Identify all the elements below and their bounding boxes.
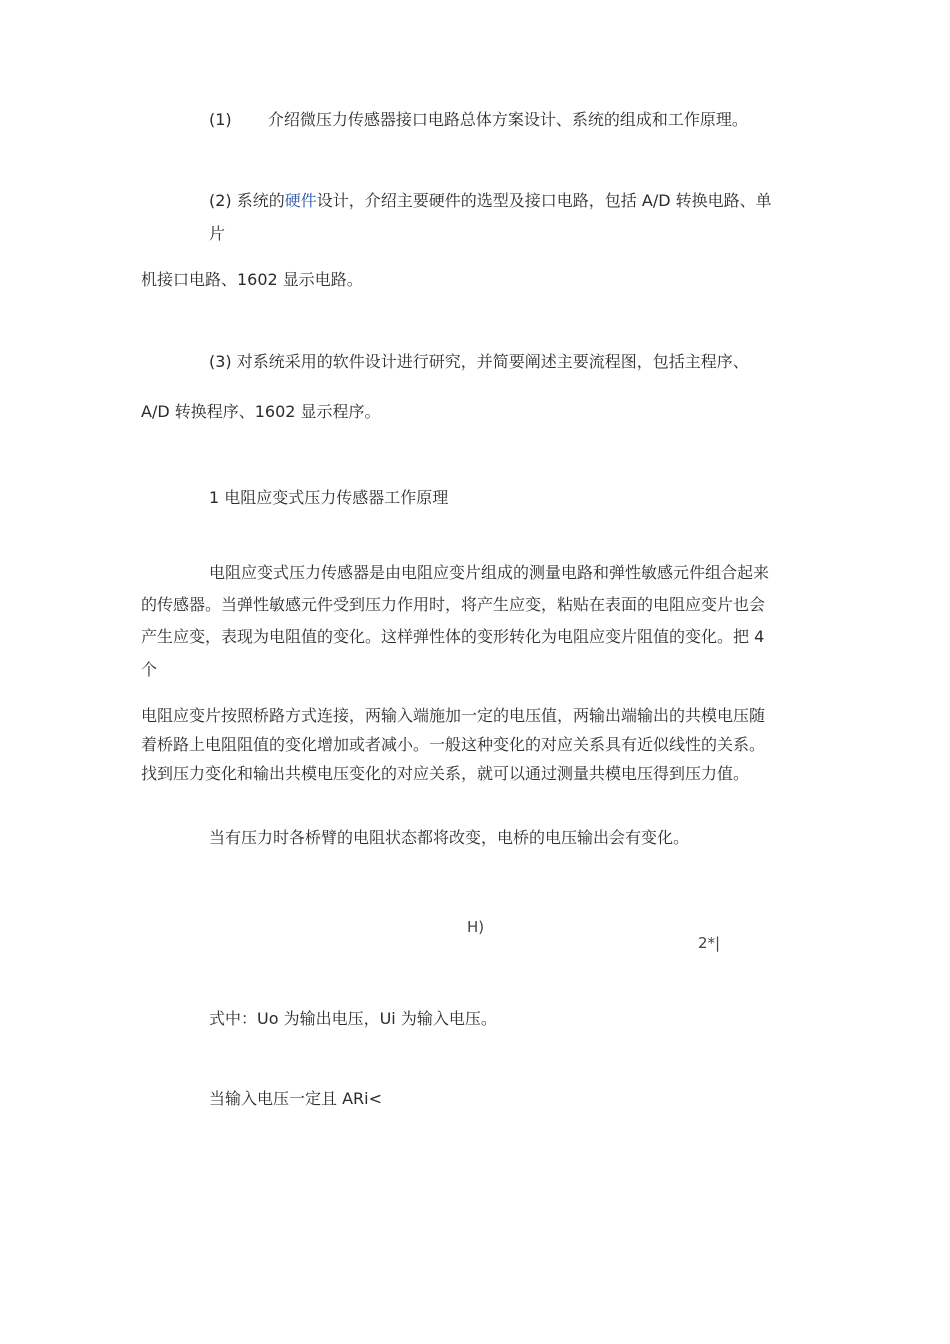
hardware-link[interactable]: 硬件 — [284, 191, 317, 210]
equation-fragment-right: 2*| — [698, 934, 721, 952]
paragraph-3: 当有压力时各桥臂的电阻状态都将改变，电桥的电压输出会有变化。 — [209, 828, 690, 847]
list-number-2: (2) — [209, 191, 232, 210]
list-item-1 — [209, 110, 748, 130]
list-text-2-wrap: 片 — [209, 224, 226, 243]
paragraph-1-line-4: 个 — [141, 660, 158, 679]
paragraph-1-line-1: 电阻应变式压力传感器是由电阻应变片组成的测量电路和弹性敏感元件组合起来 — [209, 563, 770, 582]
list-item-2 — [209, 191, 772, 211]
list-item-3: (3) 对系统采用的软件设计进行研究，并简要阐述主要流程图，包括主程序、 — [209, 352, 749, 371]
equation-fragment-left: H) — [467, 918, 485, 936]
list-text-1: 介绍微压力传感器接口电路总体方案设计、系统的组成和工作原理。 — [267, 110, 748, 129]
paragraph-5: 当输入电压一定且 ARi< — [209, 1089, 383, 1108]
list-text-2-pre: 系统的 — [236, 191, 285, 210]
paragraph-2-line-2: 着桥路上电阻阻值的变化增加或者减小。一般这种变化的对应关系具有近似线性的关系。 — [141, 735, 766, 754]
section-heading: 1 电阻应变式压力传感器工作原理 — [209, 488, 449, 507]
paragraph-2-line-1: 电阻应变片按照桥路方式连接，两输入端施加一定的电压值，两输出端输出的共模电压随 — [141, 706, 766, 725]
paragraph-1-line-3: 产生应变，表现为电阻值的变化。这样弹性体的变形转化为电阻应变片阻值的变化。把 4 — [141, 627, 765, 646]
list-text-2-cont: 机接口电路、1602 显示电路。 — [141, 270, 363, 289]
list-text-3-cont: A/D 转换程序、1602 显示程序。 — [141, 402, 381, 421]
paragraph-2-line-3: 找到压力变化和输出共模电压变化的对应关系，就可以通过测量共模电压得到压力值。 — [141, 764, 750, 783]
list-number-1: (1) — [209, 110, 232, 129]
paragraph-1-line-2: 的传感器。当弹性敏感元件受到压力作用时，将产生应变，粘贴在表面的电阻应变片也会 — [141, 595, 766, 614]
paragraph-4: 式中：Uo 为输出电压，Ui 为输入电压。 — [209, 1009, 497, 1028]
list-text-2-post: 设计，介绍主要硬件的选型及接口电路，包括 A/D 转换电路、单 — [316, 191, 772, 210]
